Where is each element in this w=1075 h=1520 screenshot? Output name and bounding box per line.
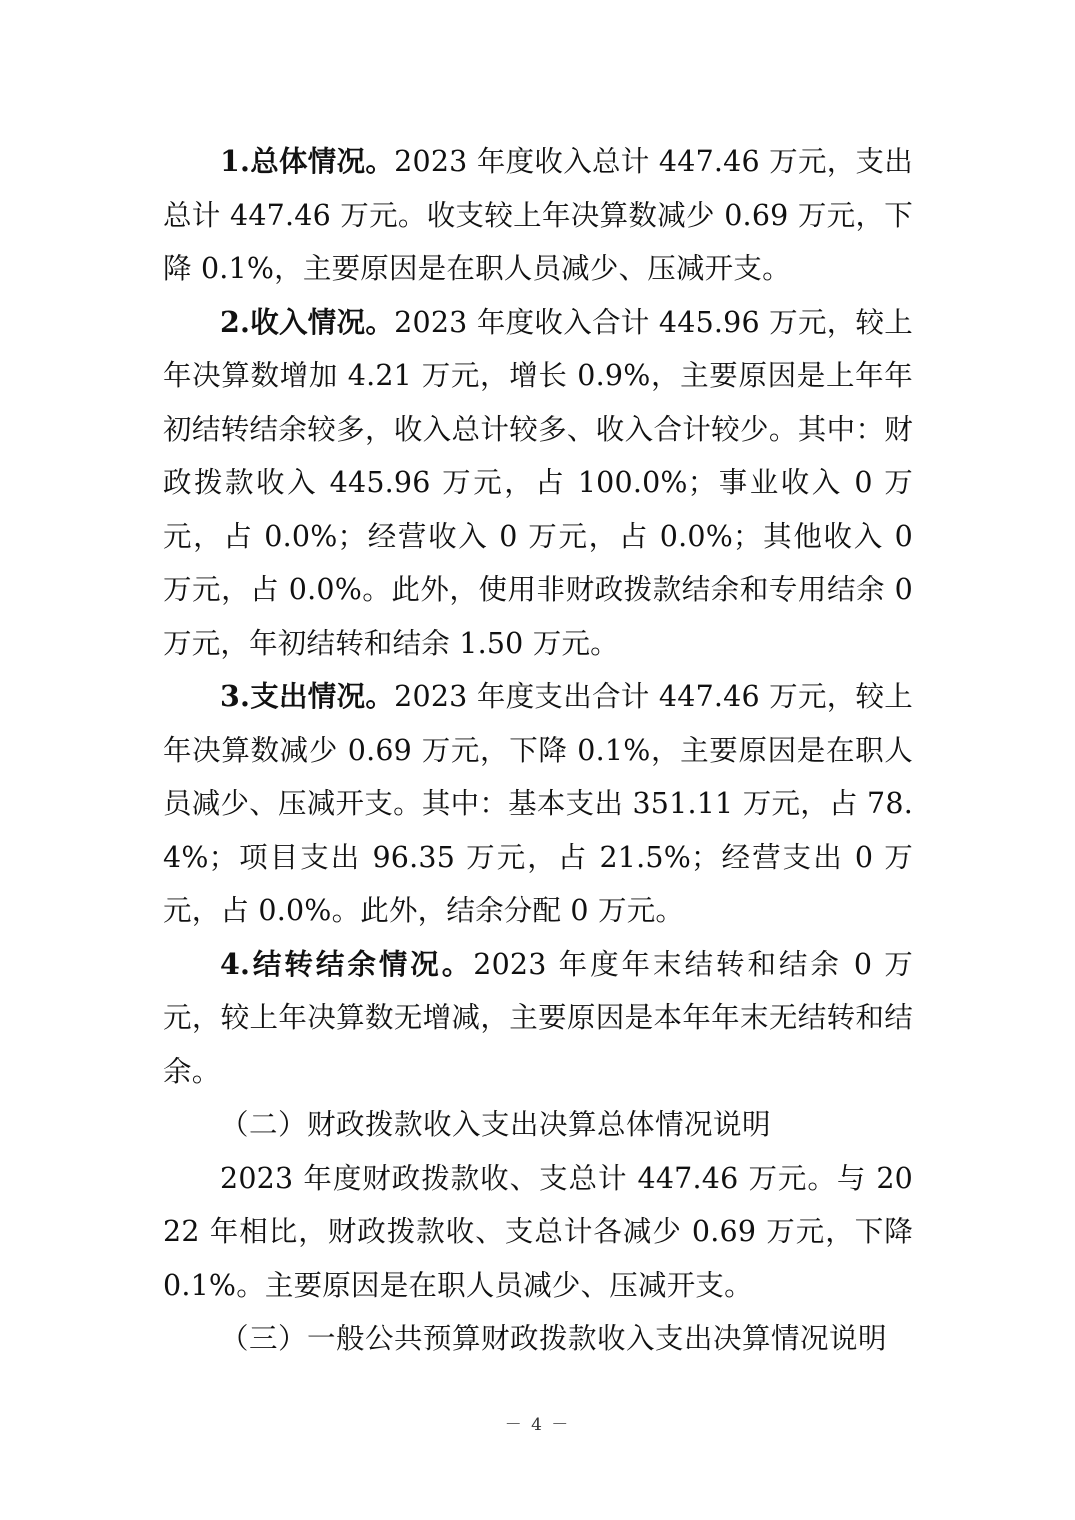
paragraph-text: 2023 年度支出合计 447.46 万元，较上年决算数减少 0.69 万元，下降 0.1%，主要原因是在职人员减少、压减开支。其中：基本支出 351.11 万元，占 78.4%；项目支出 96.35 万元，占 21.5%；经营支出 0 万元，占 0.0%。此外，结余分配 0 万元。	[163, 680, 914, 927]
paragraph-text: 2023 年度收入合计 445.96 万元，较上年决算数增加 4.21 万元，增长 0.9%，主要原因是上年年初结转结余较多，收入总计较多、收入合计较少。其中：财政拨款收入 445.96 万元，占 100.0%；事业收入 0 万元，占 0.0%；经营收入 0 万元，占 0.0%；其他收入 0 万元，占 0.0%。此外，使用非财政拨款结余和专用结余 0 万元，年初结转和结余 1.50 万元。	[163, 305, 914, 660]
section-three-title: （三）一般公共预算财政拨款收入支出决算情况说明	[220, 1322, 888, 1355]
paragraph-heading: 4.结转结余情况。	[220, 946, 474, 981]
paragraph-heading: 1.总体情况。	[220, 144, 395, 178]
paragraph-heading: 2.收入情况。	[220, 304, 395, 339]
section-two-paragraph: 2023 年度财政拨款收、支总计 447.46 万元。与 2022 年相比，财政拨款收、支总计各减少 0.69 万元，下降 0.1%。主要原因是在职人员减少、压减开支。	[163, 1161, 913, 1302]
paragraph-text: 2023 年度年末结转和结余 0 万元，较上年决算数无增减，主要原因是本年年末无结转和结余。	[163, 947, 913, 1088]
paragraph-income	[163, 296, 913, 671]
page-number: － 4 －	[504, 1415, 571, 1435]
paragraph-heading: 3.支出情况。	[220, 679, 395, 713]
paragraph-carryover	[163, 938, 913, 1099]
paragraph-overall	[163, 135, 913, 296]
section-two-title: （二）财政拨款收入支出决算总体情况说明	[220, 1108, 772, 1141]
paragraph-text: 2023 年度收入总计 447.46 万元，支出总计 447.46 万元。收支较上年决算数减少 0.69 万元，下降 0.1%，主要原因是在职人员减少、压减开支。	[163, 145, 914, 285]
paragraph-expenditure	[163, 670, 913, 938]
document-body	[163, 135, 913, 1366]
